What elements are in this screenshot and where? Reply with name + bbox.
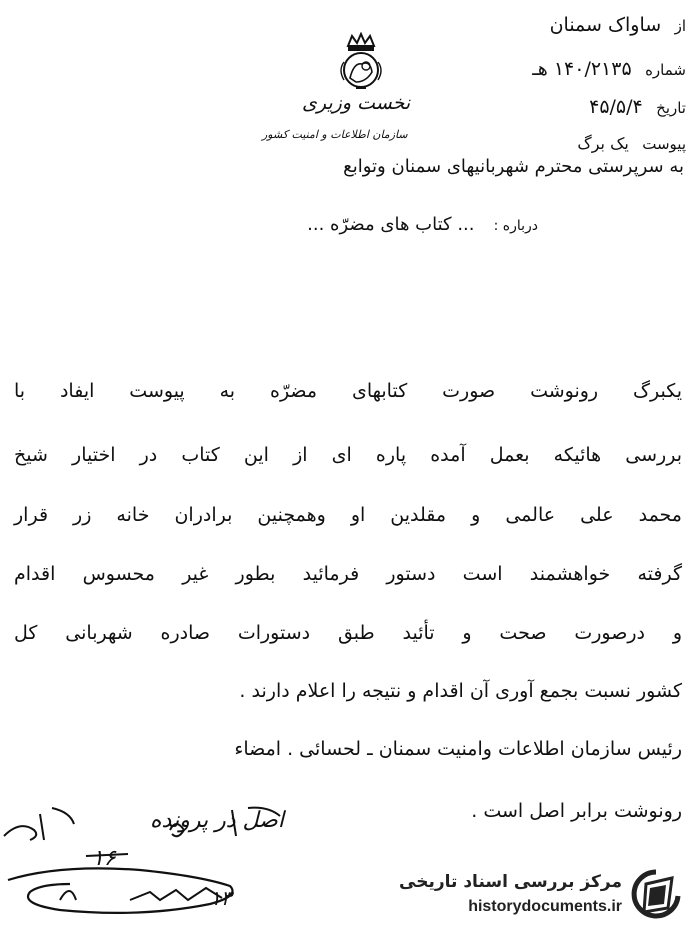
subject-value: ... کتاب های مضرّه ...	[307, 214, 475, 235]
handwritten-note: اصل در پرونده	[150, 808, 284, 833]
date-label: تاریخ	[656, 99, 686, 117]
watermark-title: مرکز بررسی اسناد تاریخی	[399, 872, 622, 892]
from-line	[550, 14, 686, 36]
body-line: رئیس سازمان اطلاعات وامنیت سمنان ـ لحسائی . امضاء	[234, 738, 682, 760]
subject-line	[307, 214, 538, 235]
number-value: ۱۴۰/۲۱۳۵ هـ	[532, 58, 632, 80]
body-line: کشور نسبت بجمع آوری آن اقدام و نتیجه را اعلام دارند .	[239, 680, 682, 702]
organization-name: سازمان اطلاعات و امنیت کشور	[262, 128, 408, 141]
handwritten-code: ۱۶	[92, 846, 116, 871]
body-line: یکبرگ رونوشت صورت کتابهای مضرّه به پیوست ایفاد با	[14, 380, 682, 402]
body-line: رونوشت برابر اصل است .	[471, 800, 682, 822]
handwritten-signature-text: ۱۳	[210, 886, 232, 910]
subject-label: درباره :	[493, 218, 538, 234]
attachment-label: پیوست	[642, 135, 686, 153]
attachment-line	[577, 134, 686, 154]
body-line: محمد علی عالمی و مقلدین او وهمچنین برادران خانه زر قرار	[14, 504, 682, 526]
body-line: گرفته خواهشمند است دستور فرمائید بطور غیر محسوس اقدام	[14, 563, 682, 585]
number-line	[532, 58, 686, 80]
lion-and-sun-emblem	[300, 32, 420, 94]
archive-logo-icon	[628, 868, 684, 920]
watermark-url: historydocuments.ir	[468, 898, 622, 915]
date-line	[589, 96, 686, 118]
body-line: و درصورت صحت و تأئید طبق دستورات صادره شهربانی کل	[14, 622, 682, 644]
crown-emblem-icon	[326, 32, 396, 94]
date-value: ۴۵/۵/۴	[589, 96, 643, 118]
body-line: بررسی هائیکه بعمل آمده پاره ای از این کتاب در اختیار شیخ	[14, 444, 682, 466]
number-label: شماره	[645, 61, 686, 79]
attachment-value: یک برگ	[577, 134, 629, 153]
ministry-title: نخست وزیری	[302, 92, 411, 114]
watermark	[399, 862, 690, 924]
from-label: از	[674, 17, 686, 35]
from-value: ساواک سمنان	[549, 14, 662, 36]
handwritten-signature-scribble	[0, 800, 300, 932]
addressee-line: به سرپرستی محترم شهربانیهای سمنان وتوابع	[343, 156, 684, 177]
